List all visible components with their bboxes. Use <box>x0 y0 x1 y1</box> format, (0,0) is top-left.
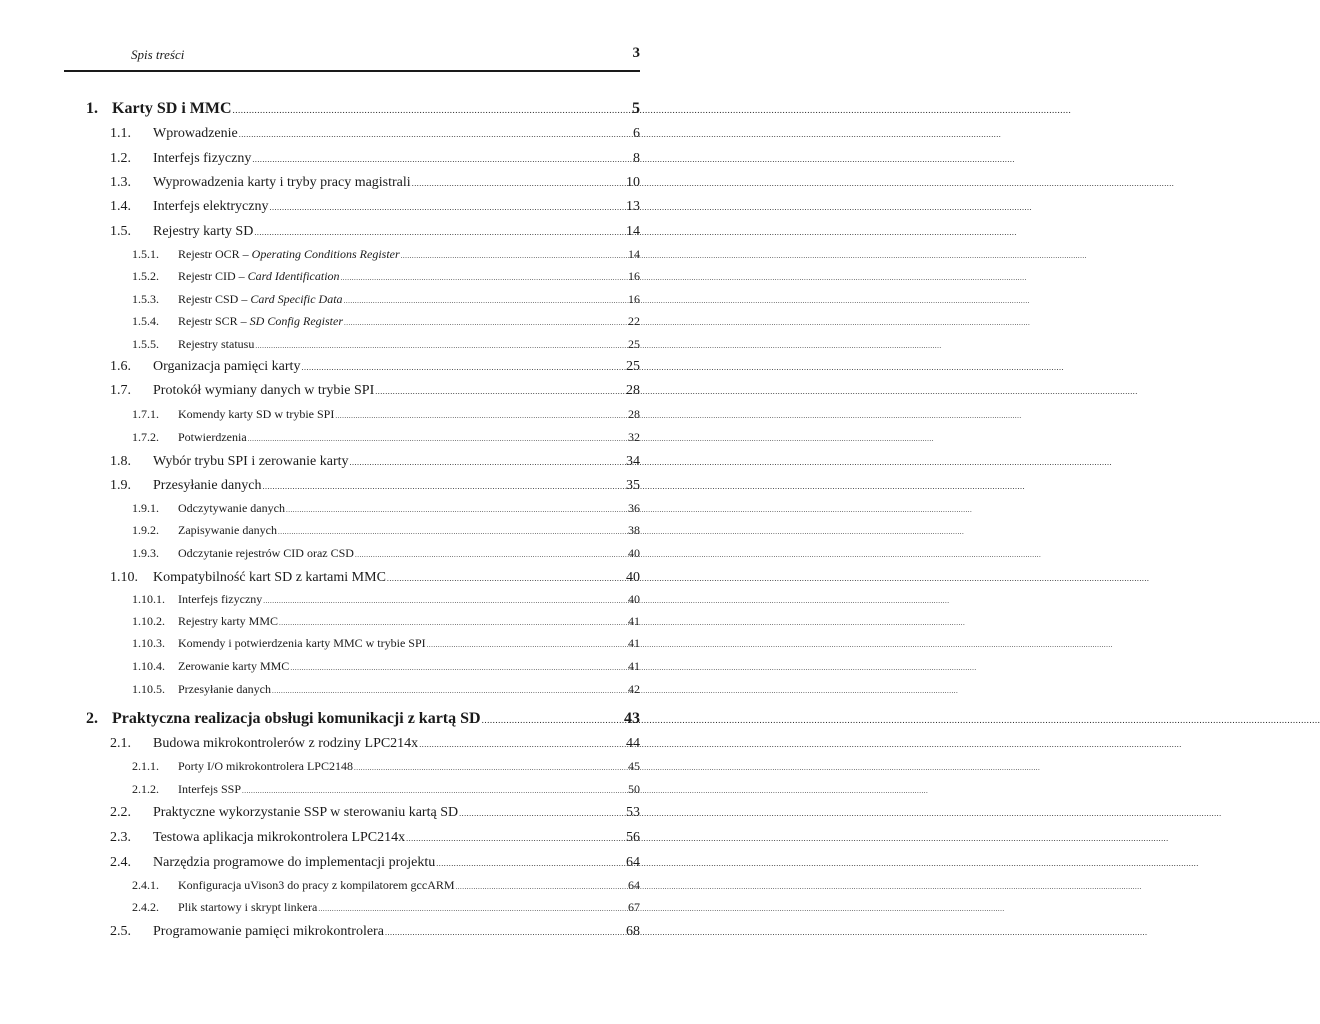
toc-entry-page: 5 <box>632 100 640 117</box>
toc-entry-title <box>153 359 300 375</box>
toc-subsection-entry[interactable] <box>132 636 640 651</box>
toc-entry-page: 16 <box>628 292 640 306</box>
toc-entry-number: 1.10.4. <box>132 659 165 673</box>
toc-entry-page: 44 <box>626 736 640 751</box>
toc-entry-title <box>153 570 386 586</box>
toc-entry-number: 2.4.2. <box>132 900 159 914</box>
toc-entry-title <box>178 614 278 629</box>
toc-entry-number: 1.10.1. <box>132 592 165 606</box>
toc-entry-title <box>153 478 261 494</box>
toc-entry-title-text: Komendy karty SD w trybie SPI <box>178 407 335 421</box>
toc-entry-page: 68 <box>626 924 640 939</box>
toc-entry-number: 1.5.4. <box>132 314 159 328</box>
toc-entry-page: 45 <box>628 759 640 773</box>
toc-entry-title-text: Rejestr CSD – <box>178 292 251 306</box>
toc-entry-page: 64 <box>626 855 640 870</box>
toc-section-entry[interactable] <box>110 805 640 821</box>
toc-entry-title-text: Interfejs SSP <box>178 782 241 796</box>
toc-entry-title <box>153 383 374 399</box>
toc-entry-number: 1.7. <box>110 383 131 398</box>
toc-dot-leader <box>406 834 625 843</box>
toc-entry-title <box>153 175 411 191</box>
toc-entry-title-text: Rejestry statusu <box>178 337 255 351</box>
toc-section-entry[interactable] <box>110 830 640 846</box>
toc-entry-title <box>112 710 481 728</box>
toc-dot-leader <box>290 664 627 672</box>
toc-entry-title <box>178 878 455 893</box>
toc-entry-number: 2.1.1. <box>132 759 159 773</box>
toc-dot-leader <box>242 787 627 795</box>
toc-dot-leader <box>419 740 625 749</box>
toc-entry-title <box>153 151 251 167</box>
toc-subsection-entry[interactable] <box>132 314 640 329</box>
toc-entry-number: 2.5. <box>110 924 131 939</box>
header-title: Spis treści <box>131 47 185 62</box>
toc-entry-title <box>178 337 254 352</box>
toc-dot-leader <box>255 342 627 350</box>
toc-subsection-entry[interactable] <box>132 614 640 629</box>
toc-dot-leader <box>272 687 627 695</box>
toc-entry-page: 36 <box>628 501 640 515</box>
toc-entry-page: 41 <box>628 614 640 628</box>
toc-subsection-entry[interactable] <box>132 430 640 445</box>
toc-entry-title-text: Interfejs fizyczny <box>178 592 263 606</box>
toc-dot-leader <box>375 387 625 396</box>
toc-entry-page: 32 <box>628 430 640 444</box>
running-header <box>64 44 640 72</box>
toc-subsection-entry[interactable] <box>132 659 640 674</box>
toc-entry-number: 2. <box>86 710 98 727</box>
toc-section-entry[interactable] <box>110 199 640 215</box>
toc-entry-number: 1. <box>86 100 98 117</box>
toc-entry-title-text: Zapisywanie danych <box>178 523 277 537</box>
toc-entry-title-text: Przesyłanie danych <box>178 682 271 696</box>
toc-entry-number: 2.3. <box>110 830 131 845</box>
toc-entry-number: 1.10.3. <box>132 636 165 650</box>
toc-entry-page: 50 <box>628 782 640 796</box>
toc-entry-number: 1.6. <box>110 359 131 374</box>
toc-dot-leader <box>350 458 626 467</box>
toc-subsection-entry[interactable] <box>132 592 640 607</box>
toc-entry-page: 41 <box>628 636 640 650</box>
toc-subsection-entry[interactable] <box>132 523 640 538</box>
toc-entry-number: 1.2. <box>110 151 131 166</box>
toc-entry-page: 25 <box>628 337 640 351</box>
toc-section-entry[interactable] <box>110 478 640 494</box>
toc-entry-title <box>178 269 340 284</box>
toc-subsection-entry[interactable] <box>132 337 640 352</box>
toc-entry-title-text: Rejestry karty MMC <box>178 614 278 628</box>
toc-entry-title-text: Komendy i potwierdzenia karty MMC w trybie SPI <box>178 636 426 650</box>
toc-entry-page: 28 <box>626 383 640 398</box>
toc-dot-leader <box>263 597 627 605</box>
toc-dot-leader <box>456 883 627 891</box>
toc-entry-title <box>178 592 262 607</box>
toc-entry-title-text: Potwierdzenia <box>178 430 247 444</box>
toc-entry-number: 2.2. <box>110 805 131 820</box>
toc-entry-title <box>178 407 334 422</box>
toc-entry-title-text: Karty SD i MMC <box>112 100 232 117</box>
toc-dot-leader <box>341 274 627 282</box>
toc-entry-title-text: Odczytywanie danych <box>178 501 285 515</box>
toc-subsection-entry[interactable] <box>132 782 640 797</box>
toc-entry-title-text: Testowa aplikacja mikrokontrolera LPC214x <box>153 830 406 845</box>
toc-dot-leader <box>233 105 631 115</box>
toc-entry-title <box>178 782 241 797</box>
toc-entry-title <box>178 314 343 329</box>
toc-entry-number: 1.5.1. <box>132 247 159 261</box>
toc-section-entry[interactable] <box>110 224 640 240</box>
toc-section-entry[interactable] <box>110 924 640 940</box>
toc-entry-number: 1.9.1. <box>132 501 159 515</box>
toc-dot-leader <box>427 641 627 649</box>
toc-entry-page: 16 <box>628 269 640 283</box>
toc-entry-title-text: Interfejs fizyczny <box>153 151 252 166</box>
toc-entry-title-text: Praktyczna realizacja obsługi komunikacji z kartą SD <box>112 710 481 727</box>
toc-entry-title-text: Rejestry karty SD <box>153 224 254 239</box>
toc-entry-page: 56 <box>626 830 640 845</box>
header-page-number: 3 <box>632 45 640 61</box>
toc-dot-leader <box>286 506 627 514</box>
toc-entry-number: 1.5.3. <box>132 292 159 306</box>
toc-entry-number: 1.10.2. <box>132 614 165 628</box>
toc-entry-title-text: Odczytanie rejestrów CID oraz CSD <box>178 546 354 560</box>
toc-entry-page: 34 <box>626 454 640 469</box>
toc-entry-title-text: Organizacja pamięci karty <box>153 359 301 374</box>
toc-section-entry[interactable] <box>110 383 640 399</box>
toc-dot-leader <box>248 435 627 443</box>
toc-section-entry[interactable] <box>110 570 640 586</box>
toc-entry-title <box>178 501 285 516</box>
toc-dot-leader <box>401 252 627 260</box>
toc-dot-leader <box>318 905 627 913</box>
toc-entry-number: 1.9. <box>110 478 131 493</box>
toc-subsection-entry[interactable] <box>132 546 640 561</box>
toc-dot-leader <box>412 179 625 188</box>
toc-section-entry[interactable] <box>110 359 640 375</box>
toc-entry-page: 40 <box>628 546 640 560</box>
toc-entry-title-italic: Card Identification <box>247 269 340 283</box>
toc-entry-title <box>112 100 232 118</box>
toc-section-entry[interactable] <box>110 454 640 470</box>
toc-entry-page: 35 <box>626 478 640 493</box>
toc-entry-number: 1.9.2. <box>132 523 159 537</box>
toc-entry-number: 1.5. <box>110 224 131 239</box>
toc-entry-page: 67 <box>628 900 640 914</box>
toc-entry-title <box>178 900 317 915</box>
toc-dot-leader <box>385 928 625 937</box>
toc-subsection-entry[interactable] <box>132 878 640 893</box>
toc-subsection-entry[interactable] <box>132 407 640 422</box>
toc-entry-title-text: Kompatybilność kart SD z kartami MMC <box>153 570 386 585</box>
toc-entry-title-text: Budowa mikrokontrolerów z rodziny LPC214x <box>153 736 419 751</box>
toc-entry-page: 8 <box>633 151 640 166</box>
toc-entry-number: 1.3. <box>110 175 131 190</box>
toc-dot-leader <box>239 130 632 139</box>
toc-section-entry[interactable] <box>110 736 640 752</box>
toc-dot-leader <box>262 482 625 491</box>
toc-subsection-entry[interactable] <box>132 900 640 915</box>
toc-dot-leader <box>344 319 627 327</box>
toc-dot-leader <box>482 715 623 725</box>
toc-entry-title <box>153 736 418 752</box>
toc-entry-page: 14 <box>626 224 640 239</box>
toc-entry-title <box>153 924 384 940</box>
toc-entry-title-text: Konfiguracja uVison3 do pracy z kompilatorem gccARM <box>178 878 455 892</box>
toc-entry-title-text: Rejestr SCR – <box>178 314 250 328</box>
toc-entry-title-italic: Card Specific Data <box>250 292 343 306</box>
toc-entry-page: 42 <box>628 682 640 696</box>
toc-section-entry[interactable] <box>110 175 640 191</box>
toc-dot-leader <box>344 297 627 305</box>
toc-entry-title <box>178 292 343 307</box>
toc-chapter-entry[interactable] <box>86 710 640 728</box>
toc-entry-title-text: Interfejs elektryczny <box>153 199 269 214</box>
toc-entry-title <box>153 199 268 215</box>
toc-subsection-entry[interactable] <box>132 501 640 516</box>
toc-entry-number: 1.8. <box>110 454 131 469</box>
toc-entry-title-text: Praktyczne wykorzystanie SSP w sterowaniu kartą SD <box>153 805 459 820</box>
toc-dot-leader <box>354 764 627 772</box>
toc-dot-leader <box>279 619 627 627</box>
toc-entry-page: 13 <box>626 199 640 214</box>
toc-dot-leader <box>254 228 625 237</box>
toc-subsection-entry[interactable] <box>132 759 640 774</box>
toc-entry-title-text: Plik startowy i skrypt linkera <box>178 900 318 914</box>
toc-entry-title <box>178 682 271 697</box>
toc-entry-title-italic: SD Config Register <box>249 314 343 328</box>
toc-entry-title-text: Protokół wymiany danych w trybie SPI <box>153 383 375 398</box>
toc-entry-number: 1.4. <box>110 199 131 214</box>
toc-section-entry[interactable] <box>110 855 640 871</box>
toc-dot-leader <box>387 574 625 583</box>
toc-entry-page: 64 <box>628 878 640 892</box>
toc-entry-title <box>153 126 238 142</box>
toc-dot-leader <box>436 859 625 868</box>
toc-entry-title-text: Wybór trybu SPI i zerowanie karty <box>153 454 349 469</box>
toc-entry-number: 1.5.5. <box>132 337 159 351</box>
toc-entry-title <box>178 247 400 262</box>
toc-entry-title-text: Porty I/O mikrokontrolera LPC2148 <box>178 759 353 773</box>
toc-entry-page: 6 <box>633 126 640 141</box>
toc-entry-title <box>178 636 426 651</box>
toc-dot-leader <box>269 203 625 212</box>
toc-subsection-entry[interactable] <box>132 682 640 697</box>
toc-entry-title-text: Przesyłanie danych <box>153 478 262 493</box>
toc-dot-leader <box>301 363 625 372</box>
toc-entry-title <box>178 523 277 538</box>
toc-entry-title-text: Wprowadzenie <box>153 126 238 141</box>
toc-entry-page: 10 <box>626 175 640 190</box>
toc-dot-leader <box>355 551 627 559</box>
toc-entry-page: 43 <box>624 710 640 727</box>
toc-section-entry[interactable] <box>110 151 640 167</box>
toc-entry-title-text: Narzędzia programowe do implementacji projektu <box>153 855 436 870</box>
toc-entry-page: 22 <box>628 314 640 328</box>
toc-entry-title-text: Zerowanie karty MMC <box>178 659 290 673</box>
toc-subsection-entry[interactable] <box>132 269 640 284</box>
toc-entry-number: 1.10.5. <box>132 682 165 696</box>
toc-entry-title <box>153 454 349 470</box>
toc-entry-title-italic: Operating Conditions Register <box>251 247 400 261</box>
toc-entry-number: 2.4.1. <box>132 878 159 892</box>
toc-entry-number: 1.7.1. <box>132 407 159 421</box>
toc-entry-title <box>178 546 354 561</box>
toc-section-entry[interactable] <box>110 126 640 142</box>
toc-dot-leader <box>252 155 632 164</box>
toc-entry-title <box>178 430 247 445</box>
toc-entry-title <box>153 224 253 240</box>
toc-subsection-entry[interactable] <box>132 247 640 262</box>
toc-entry-number: 1.10. <box>110 570 138 585</box>
toc-entry-page: 38 <box>628 523 640 537</box>
toc-entry-number: 1.9.3. <box>132 546 159 560</box>
toc-entry-page: 40 <box>628 592 640 606</box>
toc-entry-title <box>178 759 353 774</box>
toc-dot-leader <box>459 809 625 818</box>
toc-dot-leader <box>278 528 627 536</box>
toc-entry-number: 1.5.2. <box>132 269 159 283</box>
toc-subsection-entry[interactable] <box>132 292 640 307</box>
toc-entry-title <box>153 830 405 846</box>
toc-chapter-entry[interactable] <box>86 100 640 118</box>
toc-entry-title <box>153 855 435 871</box>
toc-entry-page: 14 <box>628 247 640 261</box>
toc-entry-title-text: Rejestr CID – <box>178 269 248 283</box>
toc-entry-title <box>178 659 289 674</box>
toc-entry-number: 1.1. <box>110 126 131 141</box>
toc-entry-title-text: Wyprowadzenia karty i tryby pracy magistrali <box>153 175 411 190</box>
toc-entry-page: 40 <box>626 570 640 585</box>
toc-entry-page: 53 <box>626 805 640 820</box>
toc-entry-title <box>153 805 458 821</box>
toc-entry-page: 25 <box>626 359 640 374</box>
toc-entry-page: 28 <box>628 407 640 421</box>
toc-entry-number: 2.1.2. <box>132 782 159 796</box>
toc-entry-number: 2.4. <box>110 855 131 870</box>
toc-entry-title-text: Programowanie pamięci mikrokontrolera <box>153 924 384 939</box>
toc-entry-number: 1.7.2. <box>132 430 159 444</box>
toc-entry-title-text: Rejestr OCR – <box>178 247 252 261</box>
toc-entry-page: 41 <box>628 659 640 673</box>
toc-dot-leader <box>335 412 627 420</box>
toc-entry-number: 2.1. <box>110 736 131 751</box>
